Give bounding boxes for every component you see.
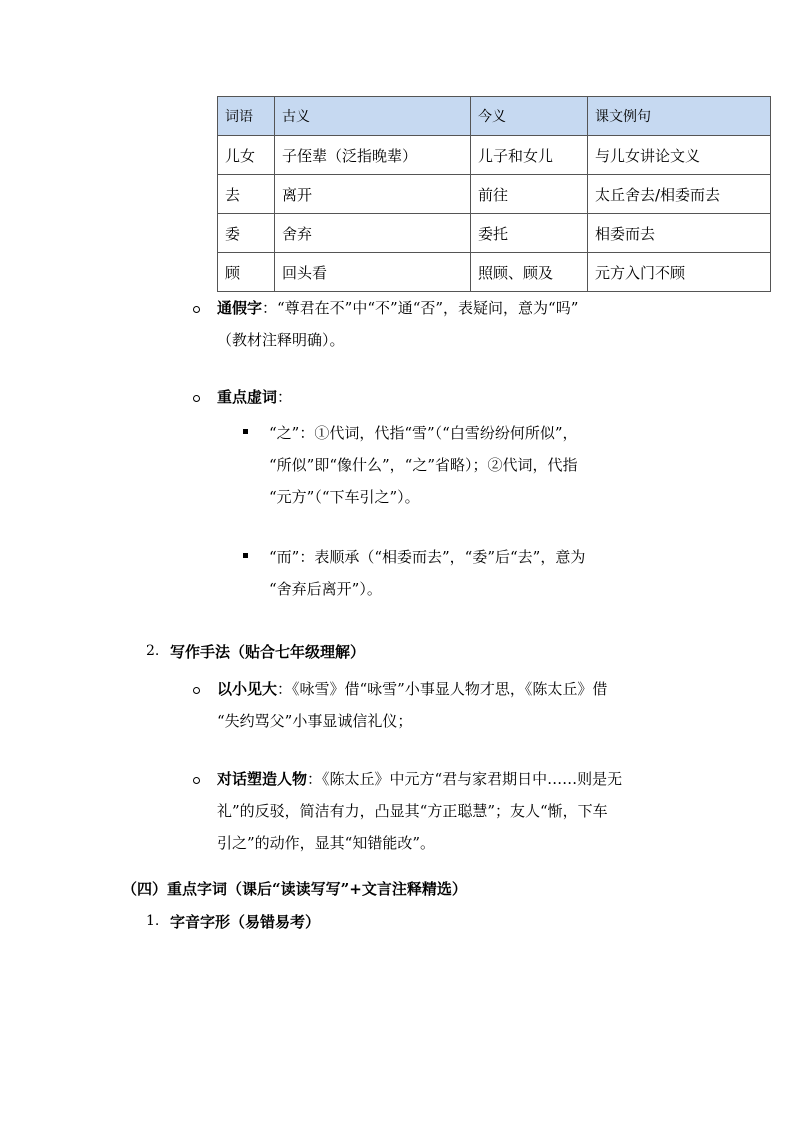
table-row — [218, 136, 771, 175]
table-cell: 照顾、顾及 — [471, 253, 588, 292]
table-row — [218, 253, 771, 292]
section4-heading: （四）重点字词（课后“读读写写”+文言注释精选） — [122, 880, 467, 898]
section2-item1-text: ：《咏雪》借“咏雪”小事显人物才思，《陈太丘》借 — [277, 680, 608, 698]
circle-bullet-icon — [193, 687, 200, 694]
section2-number: 2. — [146, 643, 160, 659]
table-cell: 舍弃 — [275, 214, 471, 253]
table-cell: 离开 — [275, 175, 471, 214]
table-cell: 相委而去 — [588, 214, 771, 253]
table-cell: 太丘舍去/相委而去 — [588, 175, 771, 214]
tongjiazi-line2: （教材注释明确）。 — [217, 331, 345, 349]
section4-sub-title: 字音字形（易错易考） — [170, 913, 321, 931]
xuci-item1-line1: “之”：①代词，代指“雪”（“白雪纷纷何所似”， — [269, 424, 578, 442]
square-bullet-icon — [243, 429, 248, 434]
xuci-item2-line2: “舍弃后离开”）。 — [269, 580, 382, 598]
header-cell: 课文例句 — [588, 97, 771, 136]
xuci-colon: ： — [277, 388, 293, 406]
header-cell: 古义 — [275, 97, 471, 136]
table-cell: 子侄辈（泛指晚辈） — [275, 136, 471, 175]
section2-item2-text: ：《陈太丘》中元方“君与家君期日中……则是无 — [307, 770, 623, 788]
tongjiazi-text: ：“尊君在不”中“不”通“否”，表疑问，意为“吗” — [262, 299, 579, 317]
table-cell: 儿子和女儿 — [471, 136, 588, 175]
table-cell: 与儿女讲论文义 — [588, 136, 771, 175]
section2-item2-line2: 礼”的反驳，简洁有力，凸显其“方正聪慧”；友人“惭，下车 — [217, 802, 608, 820]
table-cell: 去 — [218, 175, 275, 214]
section2-item1-label: 以小见大 — [217, 680, 278, 698]
circle-bullet-icon — [193, 306, 200, 313]
vocab-table — [217, 96, 771, 292]
table-cell: 回头看 — [275, 253, 471, 292]
circle-bullet-icon — [193, 395, 200, 402]
section2-title: 写作手法（贴合七年级理解） — [170, 643, 366, 661]
xuci-item2-line1: “而”：表顺承（“相委而去”，“委”后“去”，意为 — [269, 548, 586, 566]
xuci-label: 重点虚词 — [217, 388, 278, 406]
section2-item2-line3: 引之”的动作，显其“知错能改”。 — [217, 834, 436, 852]
table-cell: 元方入门不顾 — [588, 253, 771, 292]
table-cell: 顾 — [218, 253, 275, 292]
xuci-heading — [217, 386, 292, 407]
table-cell: 前往 — [471, 175, 588, 214]
xuci-item1-line3: “元方”（“下车引之”）。 — [269, 488, 420, 506]
table-header-row — [218, 97, 771, 136]
section4-sub-number: 1. — [146, 913, 160, 929]
header-cell: 词语 — [218, 97, 275, 136]
tongjiazi-label: 通假字 — [217, 299, 263, 317]
table-row — [218, 214, 771, 253]
table-cell: 委 — [218, 214, 275, 253]
table-row — [218, 175, 771, 214]
section2-item1-line1 — [217, 678, 607, 699]
section2-item2-line1 — [217, 768, 622, 789]
section2-item1-line2: “失约骂父”小事显诚信礼仪； — [217, 712, 413, 730]
tongjiazi-line1 — [217, 297, 578, 318]
square-bullet-icon — [243, 553, 248, 558]
circle-bullet-icon — [193, 777, 200, 784]
xuci-item1-line2: “所似”即“像什么”，“之”省略）；②代词，代指 — [269, 456, 578, 474]
table-cell: 委托 — [471, 214, 588, 253]
table-cell: 儿女 — [218, 136, 275, 175]
section2-item2-label: 对话塑造人物 — [217, 770, 308, 788]
header-cell: 今义 — [471, 97, 588, 136]
